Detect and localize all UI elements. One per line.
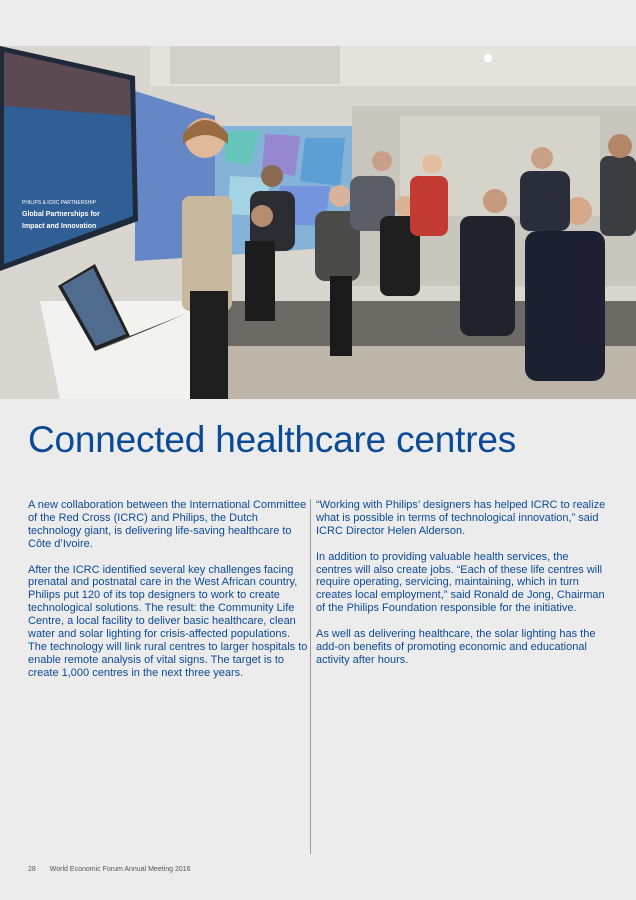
right-column xyxy=(316,499,606,680)
paragraph: A new collaboration between the International Committee of the Red Cross (ICRC) and Philips, the Dutch technology giant, is delivering life-saving healthcare to Côte d’Ivoire. xyxy=(28,499,307,550)
column-divider xyxy=(310,499,311,854)
screen-line-2: Global Partnerships for xyxy=(22,211,100,218)
paragraph: “Working with Philips’ designers has helped ICRC to realize what is possible in terms of technological innovation,” said ICRC Director Helen Alderson. xyxy=(316,499,606,537)
screen-line-3: Impact and Innovation xyxy=(22,223,97,230)
paragraph: In addition to providing valuable health services, the centres will also create jobs. “Each of these life centres will require operating, servicing, maintaining, which in turn creates local employment,” said Ronald de Jong, Chairman of the Philips Foundation responsible for the initiative. xyxy=(316,550,605,615)
page-footer xyxy=(28,866,191,873)
page-number: 28 xyxy=(28,866,36,873)
meeting-photo xyxy=(0,46,636,399)
paragraph: After the ICRC identified several key challenges facing prenatal and postnatal care in the West African country, Philips put 120 of its top designers to work to create technological solutions. The result: the Community Life Centre, a local facility to deliver basic healthcare, clean water and solar lighting for crisis-affected populations. The technology will link rural centres to larger hospitals to enable remote analysis of vital signs. The target is to create 1,000 centres in the next three years. xyxy=(28,563,308,679)
left-column xyxy=(28,499,310,693)
paragraph: As well as delivering healthcare, the solar lighting has the add-on benefits of promoting economic and educational activity after hours. xyxy=(316,628,596,666)
screen-line-1: PHILIPS & ICRC PARTNERSHIP xyxy=(22,200,96,206)
page-title: Connected healthcare centres xyxy=(28,419,517,460)
publication-name: World Economic Forum Annual Meeting 2016 xyxy=(49,866,191,873)
